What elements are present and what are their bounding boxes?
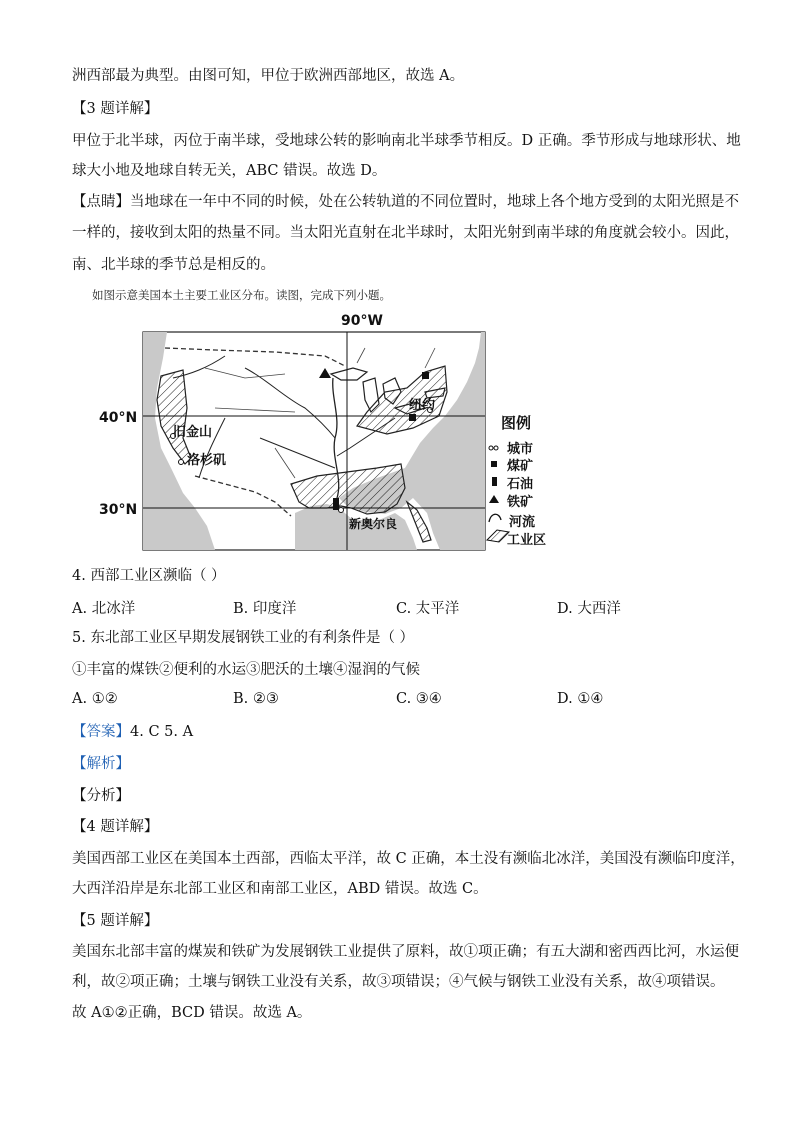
tip-label: 【点睛】 [72,194,130,210]
coal-mine-icon [422,372,429,379]
fenxi-label: 【分析】 [72,788,130,804]
city-label-la: 洛杉矶 [187,453,227,468]
text-line: 一样的，接收到太阳的热量不同。当太阳光直射在北半球时，太阳光射到南半球的角度就会较小。因此， [72,225,739,241]
legend-river: 河流 [509,515,536,530]
q4-stem: 4. 西部工业区濒临（ ） [72,568,226,584]
map-intro: 如图示意美国本土主要工业区分布。读图，完成下列小题。 [92,288,391,302]
legend-iron: 铁矿 [507,495,534,510]
answer-label: 【答案】 [72,724,130,740]
legend-industry: 工业区 [507,533,547,548]
q5-conditions: ①丰富的煤铁②便利的水运③肥沃的土壤④湿润的气候 [72,662,420,678]
city-label-no: 新奥尔良 [349,517,398,531]
analysis-label: 【解析】 [72,756,130,772]
q4-detail-line: 大西洋沿岸是东北部工业区和南部工业区，ABD 错误。故选 C。 [72,881,488,897]
oil-well-icon [333,498,339,510]
lat-30-label: 30°N [99,502,138,518]
coal-mine-icon [409,414,416,421]
q5-detail-line: 故 A①②正确，BCD 错误。故选 A。 [72,1005,312,1021]
lon-label: 90°W [341,313,383,329]
legend-title: 图例 [501,414,532,432]
lat-40-label: 40°N [99,410,138,426]
legend-city-icon [494,446,498,450]
legend-city-icon [489,446,493,450]
tip-line [72,192,739,212]
legend-oil: 石油 [507,477,534,492]
q5-stem: 5. 东北部工业区早期发展钢铁工业的有利条件是（ ） [72,630,415,646]
q5-option-d: D. ①④ [557,691,604,707]
legend-river-icon [489,514,501,522]
q4-option-c: C. 太平洋 [396,601,460,617]
legend-city: 城市 [507,442,534,457]
city-label-ny: 纽约 [409,398,436,413]
q3-heading: 【3 题详解】 [72,101,159,117]
legend-coal-icon [491,461,497,467]
text-line: 甲位于北半球，丙位于南半球，受地球公转的影响南北半球季节相反。D 正确。季节形成与地球形状、地 [72,133,741,149]
tip-text: 当地球在一年中不同的时候，处在公转轨道的不同位置时，地球上各个地方受到的太阳光照是不 [130,194,739,210]
text-line: 球大小地及地球自转无关，ABC 错误。故选 D。 [72,163,387,179]
legend-coal: 煤矿 [507,459,534,474]
q4-detail-heading: 【4 题详解】 [72,819,159,835]
q5-option-b: B. ②③ [233,691,279,707]
text-line: 洲西部最为典型。由图可知，甲位于欧洲西部地区，故选 A。 [72,68,465,84]
q4-option-d: D. 大西洋 [557,601,621,617]
city-dot-icon [339,508,344,513]
q5-detail-heading: 【5 题详解】 [72,913,159,929]
city-label-sf: 旧金山 [173,425,213,440]
q5-detail-line: 美国东北部丰富的煤炭和铁矿为发展钢铁工业提供了原料，故①项正确；有五大湖和密西西比河，水运便 [72,944,739,960]
city-dot-icon [179,460,184,465]
q5-option-a: A. ①② [72,691,118,707]
legend-oil-icon [492,477,497,486]
text-line: 南、北半球的季节总是相反的。 [72,257,275,273]
answer-text: 4. C 5. A [130,724,194,740]
answer-line [72,722,193,742]
q4-option-a: A. 北冰洋 [72,601,136,617]
q4-option-b: B. 印度洋 [233,601,297,617]
legend-iron-icon [489,495,499,503]
us-industry-map [95,308,565,558]
legend-industry-icon [487,530,509,542]
q5-option-c: C. ③④ [396,691,442,707]
q5-detail-line: 利，故②项正确；土壤与钢铁工业没有关系，故③项错误；④气候与钢铁工业没有关系，故④项错误。 [72,974,725,990]
q4-detail-line: 美国西部工业区在美国本土西部，西临太平洋，故 C 正确，本土没有濒临北冰洋，美国没有濒临印度洋， [72,851,745,867]
